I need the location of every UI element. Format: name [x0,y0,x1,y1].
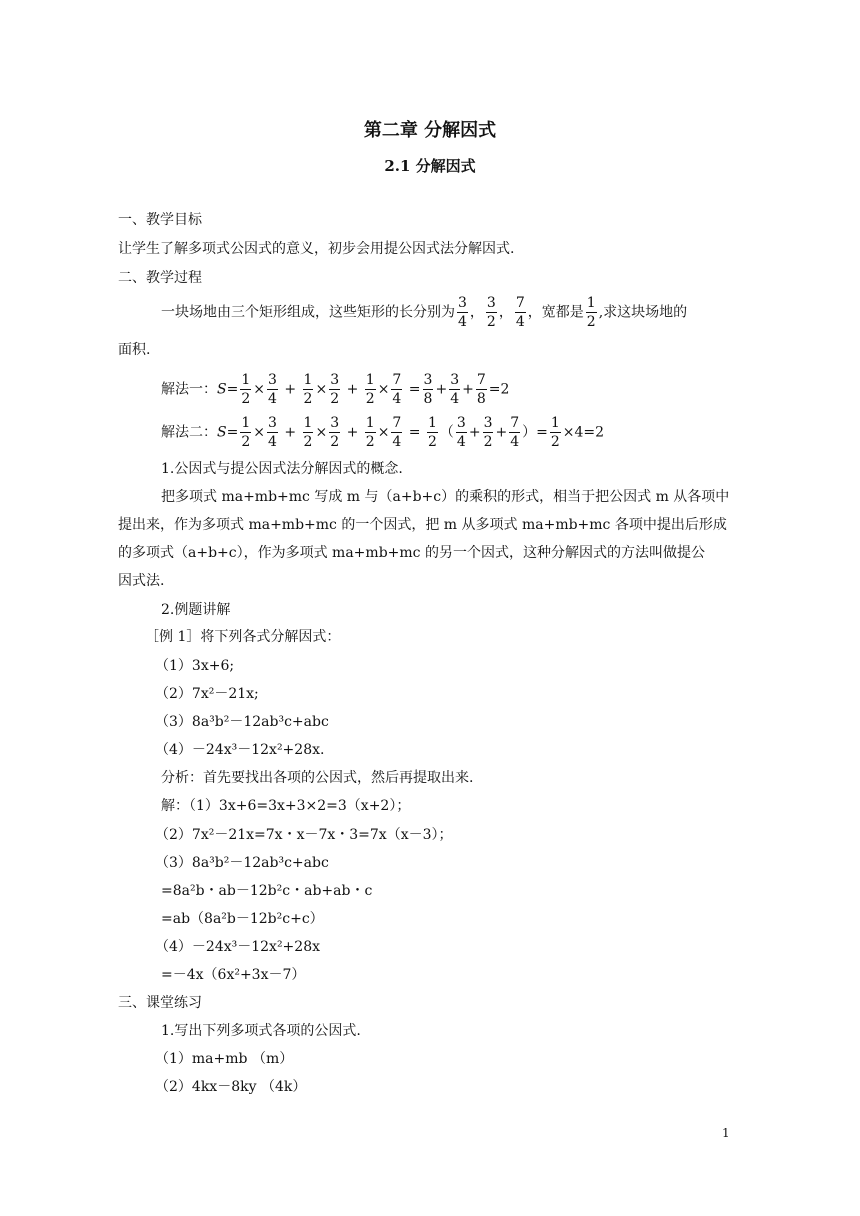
solution-line: 解：（1）3x+6=3x+3×2=3（x+2）； [161,798,411,814]
fraction: $\frac{3}{2}$ [486,295,496,330]
example-item: （4）－24x³－12x²+28x. [155,742,325,758]
solution-line: =－4x（6x²+3x－7） [161,967,306,983]
solution-line: （4）－24x³－12x²+28x [155,939,320,955]
practice-item: （2）4kx－8ky （4k） [155,1079,307,1095]
practice-item: （1）ma+mb （m） [155,1051,294,1067]
solution-line: （2）7x²－21x=7x・x－7x・3=7x（x－3）； [155,827,453,843]
fraction: $\frac{3}{4}$ [458,295,467,330]
example-item: （2）7x²－21x; [155,686,259,702]
fraction: $\frac{7}{4}$ [515,295,525,330]
heading-classroom-practice: 三、课堂练习 [118,995,202,1011]
example-item: （3）8a³b²－12ab³c+abc [155,714,329,730]
concept-heading: 1.公因式与提公因式法分解因式的概念. [161,461,403,477]
concept-paragraph-line2: 提出来，作为多项式 ma+mb+mc 的一个因式，把 m 从多项式 ma+mb+mc 各项中提出后形成 [118,517,727,533]
problem-intro: 一块场地由三个矩形组成，这些矩形的长分别为 [161,304,455,321]
heading-teaching-goals: 一、教学目标 [118,212,202,228]
problem-statement: 一块场地由三个矩形组成，这些矩形的长分别为 $\frac{3}{4}$ ， $\frac{3}{2}$ ， $\frac{7}{4}$ ，宽都是 $\frac{1}{2}$ ,求这块场地的 [161,295,688,330]
analysis-text: 分析：首先要找出各项的公因式，然后再提取出来. [161,770,474,786]
solution-line: （3）8a³b²－12ab³c+abc [155,855,329,871]
method-one: 解法一：S= $\frac{1}{2}$ × $\frac{3}{4}$ + $\frac{1}{2}$ × $\frac{3}{2}$ + $\frac{1}{2}$ × $\frac{7}{4}$ = $\frac{3}{8}$ + $\frac{3}{4}$ + $\frac{7}{8}$ =2 [161,372,510,407]
solution-line: =8a²b・ab－12b²c・ab+ab・c [161,883,373,899]
concept-paragraph-line3: 的多项式（a+b+c），作为多项式 ma+mb+mc 的另一个因式，这种分解因式的方法叫做提公 [118,545,705,561]
concept-paragraph-line4: 因式法. [118,573,165,589]
example-item: （1）3x+6; [155,658,235,674]
method-two: 解法二：S= $\frac{1}{2}$ × $\frac{3}{4}$ + $\frac{1}{2}$ × $\frac{3}{2}$ + $\frac{1}{2}$ × $\frac{7}{4}$ = $\frac{1}{2}$ （ $\frac{3}{4}$ + $\frac{3}{2}$ + $\frac{7}{4}$ ）= $\frac{1}{2}$ ×4=2 [161,415,605,450]
solution-line: =ab（8a²b－12b²c+c） [161,911,324,927]
heading-teaching-process: 二、教学过程 [118,270,202,286]
problem-line2: 面积. [118,342,151,358]
practice-heading: 1.写出下列多项式各项的公因式. [161,1023,361,1039]
fraction: $\frac{1}{2}$ [586,295,596,330]
page-number: 1 [722,1126,730,1140]
goal-text: 让学生了解多项式公因式的意义，初步会用提公因式法分解因式. [118,241,515,257]
concept-paragraph-line1: 把多项式 ma+mb+mc 写成 m 与（a+b+c）的乘积的形式，相当于把公因式 m 从各项中 [161,489,730,505]
example-title: ［例 1］将下列各式分解因式： [145,629,341,645]
chapter-title: 第二章 分解因式 [363,120,497,141]
example-heading: 2.例题讲解 [161,602,231,618]
section-title: 2.1 分解因式 [384,157,476,175]
